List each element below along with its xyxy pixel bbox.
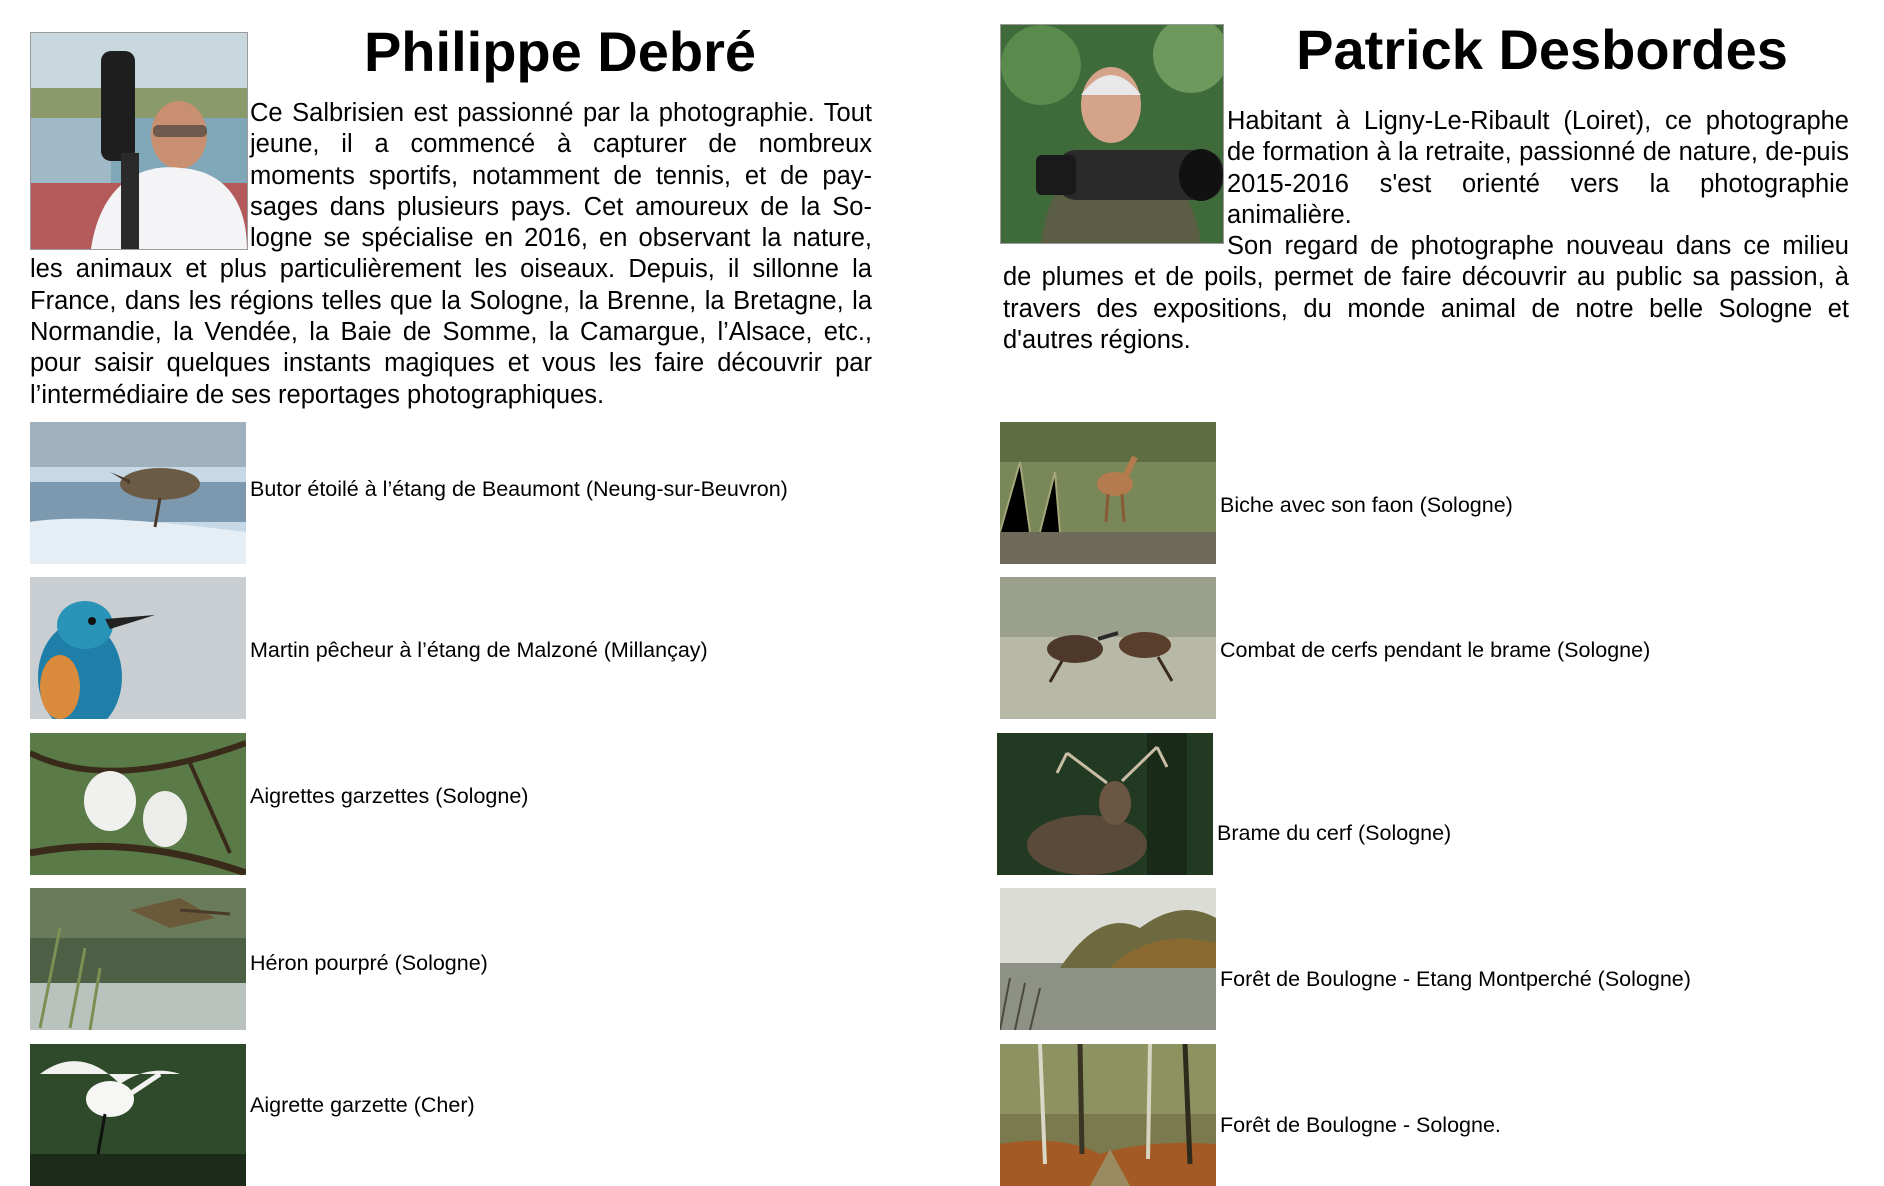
- bio-paragraph-2: Son regard de photographe nouveau dans ce milieu de plumes et de poils, permet de faire découvrir au public sa passion, à travers des expositions, du monde animal de notre belle Sologne et d'autres régions.: [1003, 232, 1849, 355]
- photographer-bio: [30, 98, 872, 411]
- heron-photo-icon: [30, 888, 246, 1030]
- bittern-photo-icon: [30, 422, 246, 564]
- doe-photo-icon: [1000, 422, 1216, 564]
- photographer-name: Philippe Debré: [363, 20, 757, 83]
- photo-caption: Combat de cerfs pendant le brame (Sologne): [1220, 638, 1651, 662]
- kingfisher-photo-icon: [30, 577, 246, 719]
- photo-caption: Aigrettes garzettes (Sologne): [250, 784, 529, 808]
- photo-caption: Martin pêcheur à l’étang de Malzoné (Millançay): [250, 638, 708, 662]
- egret-photo-icon: [30, 1044, 246, 1186]
- photo-thumbnail: [30, 888, 246, 1030]
- left-photographer-section: [0, 0, 942, 1181]
- forest-pond-photo-icon: [1000, 888, 1216, 1030]
- photo-thumbnail: [30, 733, 246, 875]
- photographer-name: Patrick Desbordes: [1296, 18, 1788, 81]
- egrets-photo-icon: [30, 733, 246, 875]
- photo-caption: Brame du cerf (Sologne): [1217, 821, 1452, 845]
- photo-thumbnail: [1000, 577, 1216, 719]
- photo-thumbnail: [30, 1044, 246, 1186]
- photo-thumbnail: [30, 577, 246, 719]
- photo-thumbnail: [30, 422, 246, 564]
- photographer-bio: [1003, 106, 1849, 356]
- photo-caption: Aigrette garzette (Cher): [250, 1093, 475, 1117]
- photo-caption: Forêt de Boulogne - Sologne.: [1220, 1113, 1501, 1137]
- photo-caption: Butor étoilé à l’étang de Beaumont (Neung-sur-Beuvron): [250, 477, 788, 501]
- right-photographer-section: [942, 0, 1884, 1181]
- photo-thumbnail: [1000, 888, 1216, 1030]
- forest-photo-icon: [1000, 1044, 1216, 1186]
- photo-thumbnail: [997, 733, 1213, 875]
- bio-text: Ce Salbrisien est passionné par la photographie. Tout jeune, il a commencé à capturer de nombreux moments sportifs, notamment de tennis, et de pay-sages dans plusieurs pays. Cet amoureux de la So-logne se spécialise en 2016, en observant la nature, les animaux et plus particulièrement les oiseaux. Depuis, il sillonne la France, dans les régions telles que la Sologne, la Brenne, la Bretagne, la Normandie, la Vendée, la Baie de Somme, la Camargue, l’Alsace, etc., pour saisir quelques instants magiques et vous les faire découvrir par l’intermédiaire de ses reportages photographiques.: [30, 99, 872, 409]
- bio-paragraph-1: Habitant à Ligny-Le-Ribault (Loiret), ce photographe de formation à la retraite, passionné de nature, de-puis 2015-2016 s'est orienté vers la photographie animalière.: [1227, 107, 1849, 229]
- photo-caption: Biche avec son faon (Sologne): [1220, 493, 1513, 517]
- photo-thumbnail: [1000, 1044, 1216, 1186]
- photo-caption: Héron pourpré (Sologne): [250, 951, 488, 975]
- stag-bellow-photo-icon: [997, 733, 1213, 875]
- photo-thumbnail: [1000, 422, 1216, 564]
- stag-fight-photo-icon: [1000, 577, 1216, 719]
- photo-caption: Forêt de Boulogne - Etang Montperché (Sologne): [1220, 967, 1691, 991]
